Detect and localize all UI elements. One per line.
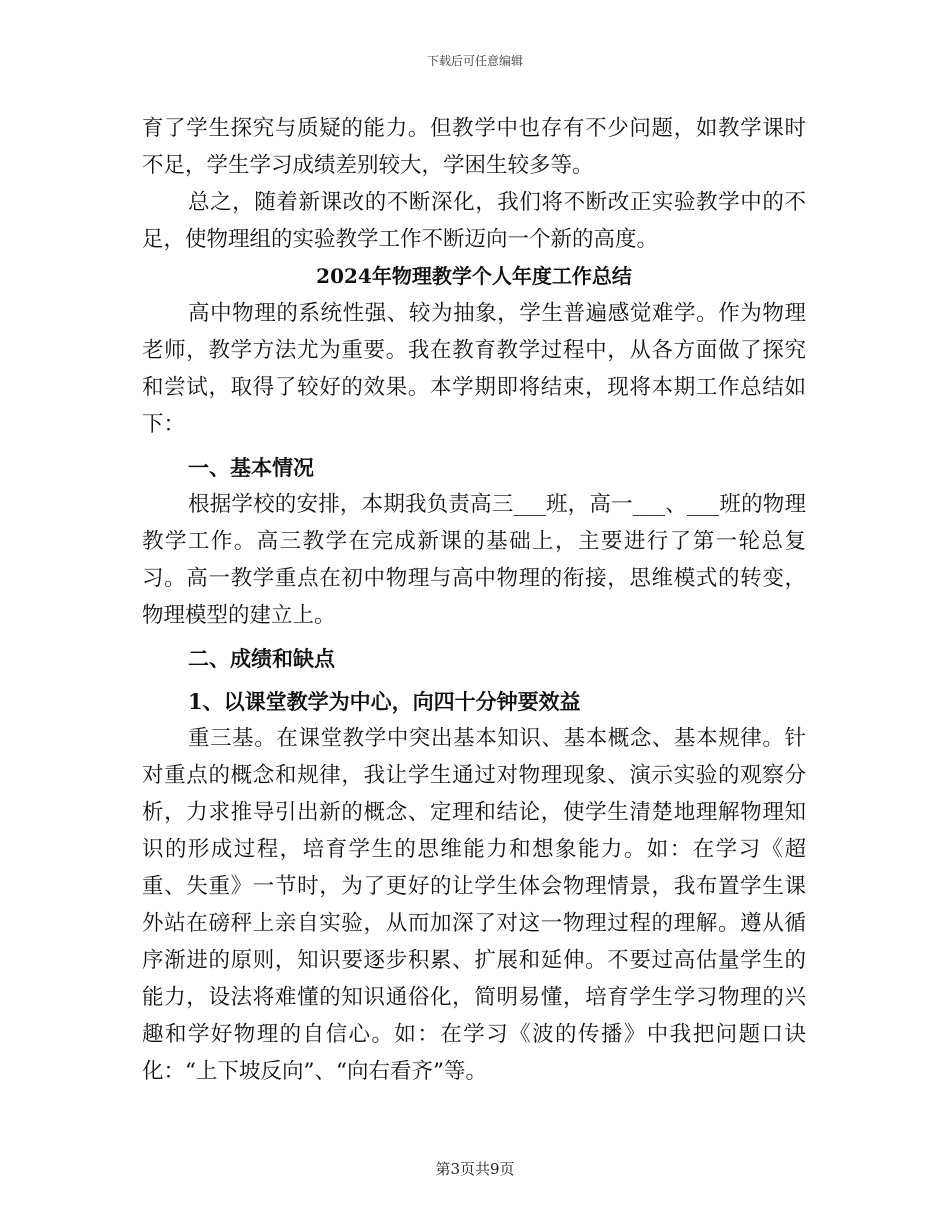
section-heading-results: 二、成绩和缺点 — [188, 646, 335, 671]
document-body — [142, 110, 806, 1090]
paragraph-continuation: 育了学生探究与质疑的能力。但教学中也存有不少问题，如教学课时不足，学生学习成绩差别较大，学困生较多等。 — [142, 116, 806, 178]
subsection-heading-classroom: 1、以课堂教学为中心，向四十分钟要效益 — [188, 689, 581, 714]
paragraph-conclusion: 总之，随着新课改的不断深化，我们将不断改正实验教学中的不足，使物理组的实验教学工作不断迈向一个新的高度。 — [142, 190, 806, 252]
section-heading-basic: 一、基本情况 — [188, 455, 314, 480]
page-footer: 第3页共9页 — [435, 1160, 515, 1178]
page-header: 下载后可任意编辑 — [426, 54, 523, 68]
paragraph-basic: 根据学校的安排，本期我负责高三___班，高一___、___班的物理教学工作。高三教学在完成新课的基础上，主要进行了第一轮总复习。高一教学重点在初中物理与高中物理的衔接，思维模式的转变，物理模型的建立上。 — [142, 492, 806, 628]
document-title: 2024年物理教学个人年度工作总结 — [316, 264, 632, 288]
paragraph-intro: 高中物理的系统性强、较为抽象，学生普遍感觉难学。作为物理老师，教学方法尤为重要。我在教育教学过程中，从各方面做了探究和尝试，取得了较好的效果。本学期即将结束，现将本期工作总结如下： — [142, 301, 806, 437]
paragraph-classroom: 重三基。在课堂教学中突出基本知识、基本概念、基本规律。针对重点的概念和规律，我让学生通过对物理现象、演示实验的观察分析，力求推导引出新的概念、定理和结论，使学生清楚地理解物理知识的形成过程，培育学生的思维能力和想象能力。如：在学习《超重、失重》一节时，为了更好的让学生体会物理情景，我布置学生课外站在磅秤上亲自实验，从而加深了对这一物理过程的理解。遵从循序渐进的原则，知识要逐步积累、扩展和延伸。不要过高估量学生的能力，设法将难懂的知识通俗化，简明易懂，培育学生学习物理的兴趣和学好物理的自信心。如：在学习《波的传播》中我把问题口诀化：“上下坡反向”、“向右看齐”等。 — [142, 726, 806, 1084]
